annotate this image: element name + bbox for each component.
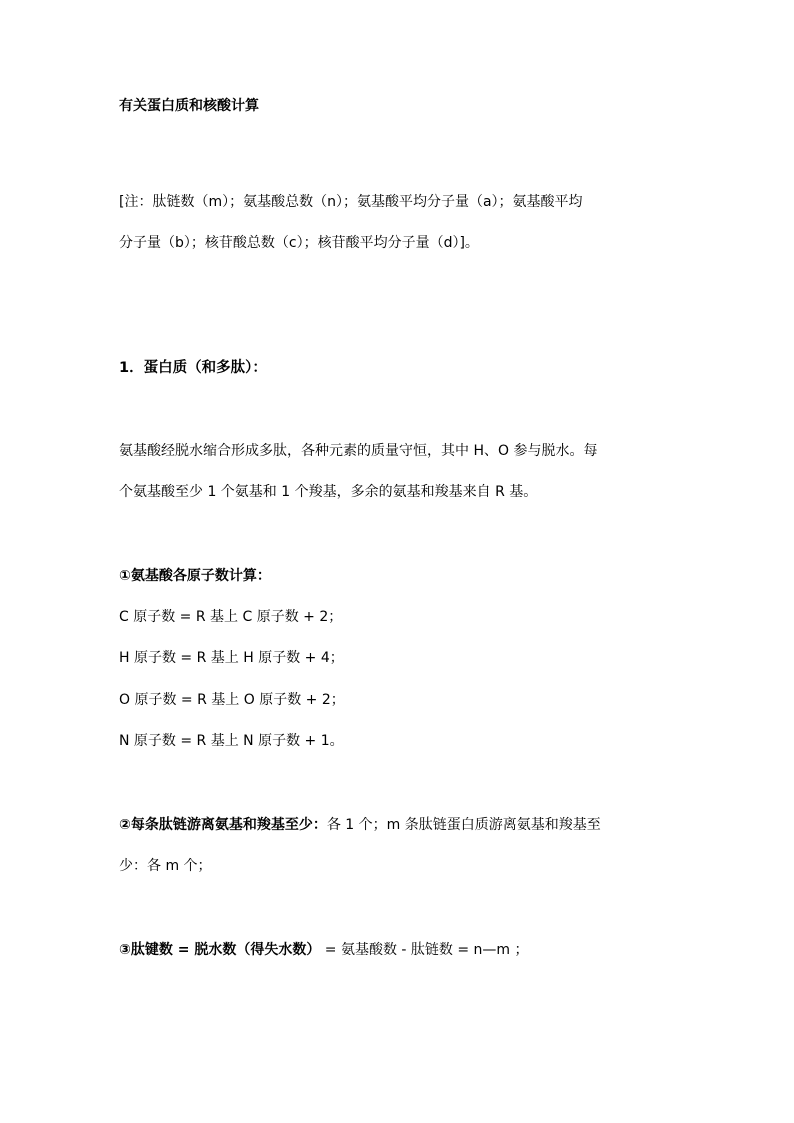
item1-heading: ①氨基酸各原子数计算： [119,568,271,584]
formula-o: O 原子数 = R 基上 O 原子数 + 2； [119,692,345,708]
item3-line [119,940,529,960]
intro-line-1: 氨基酸经脱水缩合形成多肽，各种元素的质量守恒，其中 H、O 参与脱水。每 [119,443,598,459]
formula-n: N 原子数 = R 基上 N 原子数 + 1。 [119,733,344,749]
item2-text-1: 各 1 个；m 条肽链蛋白质游离氨基和羧基至 [326,817,601,833]
item3-text: = 氨基酸数 - 肽链数 = n—m ； [320,942,529,958]
item2-heading: ②每条肽链游离氨基和羧基至少： [119,817,327,833]
section-heading-protein: 1．蛋白质（和多肽）： [119,360,267,376]
note-line-2: 分子量（b）；核苷酸总数（c）；核苷酸平均分子量（d）]。 [119,235,479,251]
item2-line-1 [119,815,601,835]
item2-line-2: 少：各 m 个； [119,858,212,874]
document-title: 有关蛋白质和核酸计算 [119,98,259,114]
note-line-1: [注：肽链数（m）；氨基酸总数（n）；氨基酸平均分子量（a）；氨基酸平均 [119,194,583,210]
intro-line-2: 个氨基酸至少 1 个氨基和 1 个羧基，多余的氨基和羧基来自 R 基。 [119,484,538,500]
item3-heading: ③肽键数 = 脱水数（得失水数） [119,942,321,958]
formula-h: H 原子数 = R 基上 H 原子数 + 4； [119,650,344,666]
formula-c: C 原子数 = R 基上 C 原子数 + 2； [119,609,343,625]
